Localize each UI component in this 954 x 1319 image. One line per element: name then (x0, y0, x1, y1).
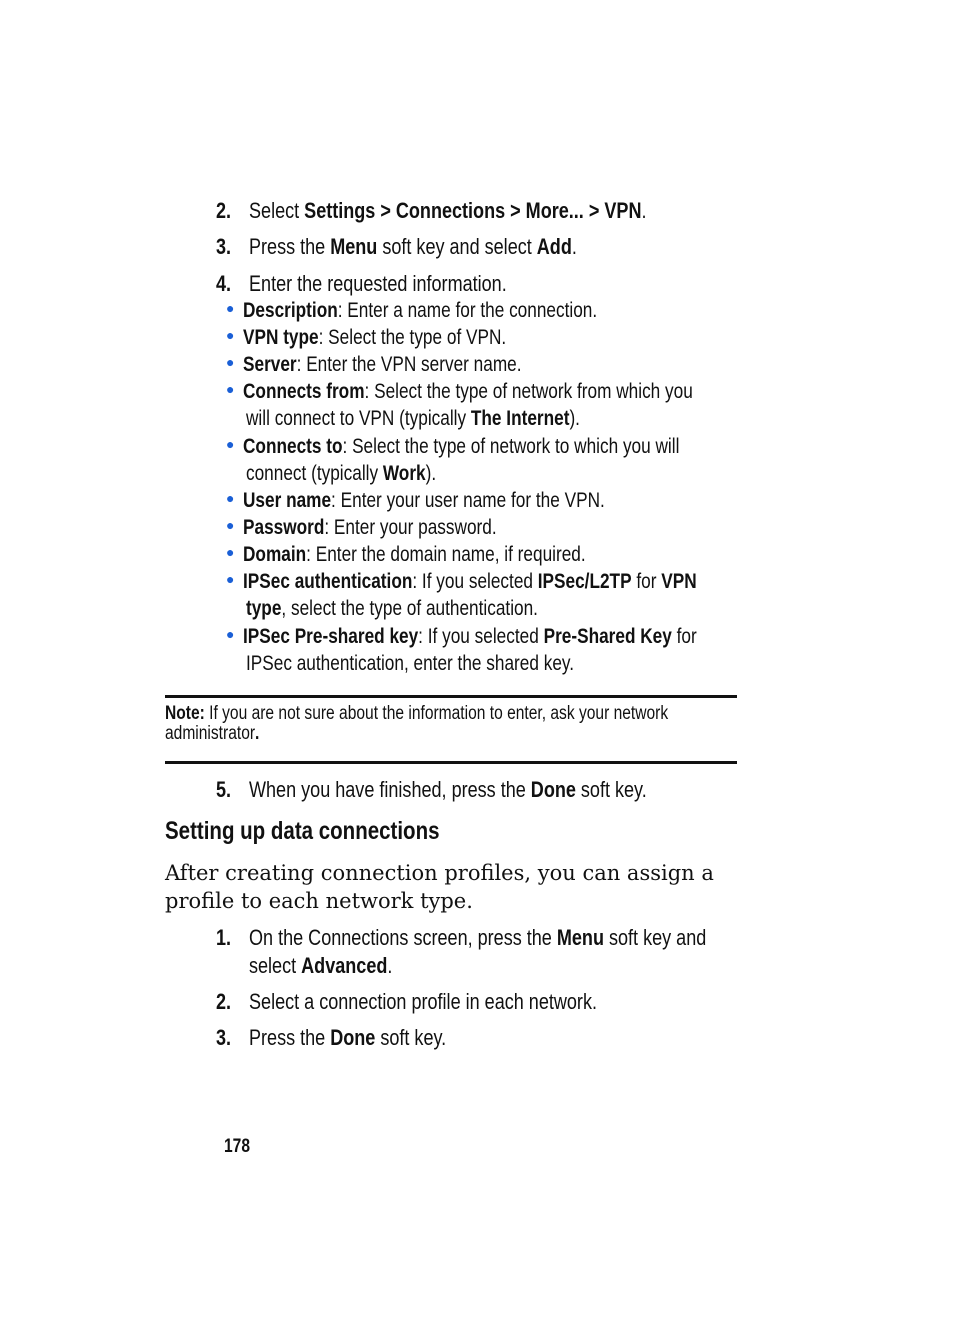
step-number: 4. (216, 271, 232, 296)
page-number: 178 (224, 1136, 250, 1157)
section-intro (165, 859, 714, 915)
bullet-dot-icon: ● (226, 517, 235, 533)
step-text: On the Connections screen, press the Menu soft key and (249, 925, 707, 950)
bullet-dot-icon: ● (226, 436, 235, 452)
bullet-dot-icon: ● (226, 544, 235, 560)
step-text: Select Settings > Connections > More... > VPN. (249, 198, 647, 223)
step-number: 3. (216, 234, 232, 259)
bullet-dot-icon: ● (226, 354, 235, 370)
bullet-dot-icon: ● (226, 381, 235, 397)
step-number: 2. (216, 198, 232, 223)
bullet-text: IPSec authentication: If you selected IPSec/L2TP for VPN (243, 570, 697, 593)
bullet-text-cont: will connect to VPN (typically The Internet). (246, 407, 580, 430)
bullet-text-cont: IPSec authentication, enter the shared key. (246, 652, 575, 675)
note-label: Note: (165, 703, 205, 724)
bullet-text-cont: type, select the type of authentication. (246, 597, 538, 620)
step-number: 1. (216, 925, 232, 950)
bullet-text: Domain: Enter the domain name, if required. (243, 543, 586, 566)
bullet-dot-icon: ● (226, 327, 235, 343)
step-text-cont: select Advanced. (249, 953, 393, 978)
bullet-dot-icon: ● (226, 490, 235, 506)
note-text-cont: administrator (165, 723, 256, 744)
bullet-text: Connects to: Select the type of network to which you will (243, 435, 680, 458)
bullet-text-cont: connect (typically Work). (246, 462, 437, 485)
step-text: Press the Done soft key. (249, 1025, 447, 1050)
note-text: If you are not sure about the information to enter, ask your network (204, 703, 669, 724)
bullet-text: VPN type: Select the type of VPN. (243, 326, 507, 349)
bullet-text: Connects from: Select the type of network from which you (243, 380, 693, 403)
note-top-rule (165, 695, 737, 698)
note-bottom-rule (165, 761, 737, 764)
bullet-dot-icon: ● (226, 300, 235, 316)
bullet-text: IPSec Pre-shared key: If you selected Pre-Shared Key for (243, 625, 697, 648)
section-heading: Setting up data connections (165, 817, 440, 845)
bullet-dot-icon: ● (226, 626, 235, 642)
intro-line-1: After creating connection profiles, you can assign a (165, 861, 714, 885)
bullet-text: Server: Enter the VPN server name. (243, 353, 522, 376)
intro-line-2: profile to each network type. (165, 889, 473, 913)
step-number: 2. (216, 989, 232, 1014)
step-text: Select a connection profile in each network. (249, 989, 597, 1014)
step-text: Enter the requested information. (249, 271, 507, 296)
bullet-text: User name: Enter your user name for the VPN. (243, 489, 605, 512)
step-text: Press the Menu soft key and select Add. (249, 234, 577, 259)
note: Note: If you are not sure about the information to enter, ask your network administrator. (165, 703, 669, 744)
bullet-dot-icon: ● (226, 571, 235, 587)
step-number: 5. (216, 777, 232, 802)
step-number: 3. (216, 1025, 232, 1050)
bullet-text: Description: Enter a name for the connection. (243, 299, 598, 322)
bullet-text: Password: Enter your password. (243, 516, 497, 539)
step-text: When you have finished, press the Done soft key. (249, 777, 647, 802)
